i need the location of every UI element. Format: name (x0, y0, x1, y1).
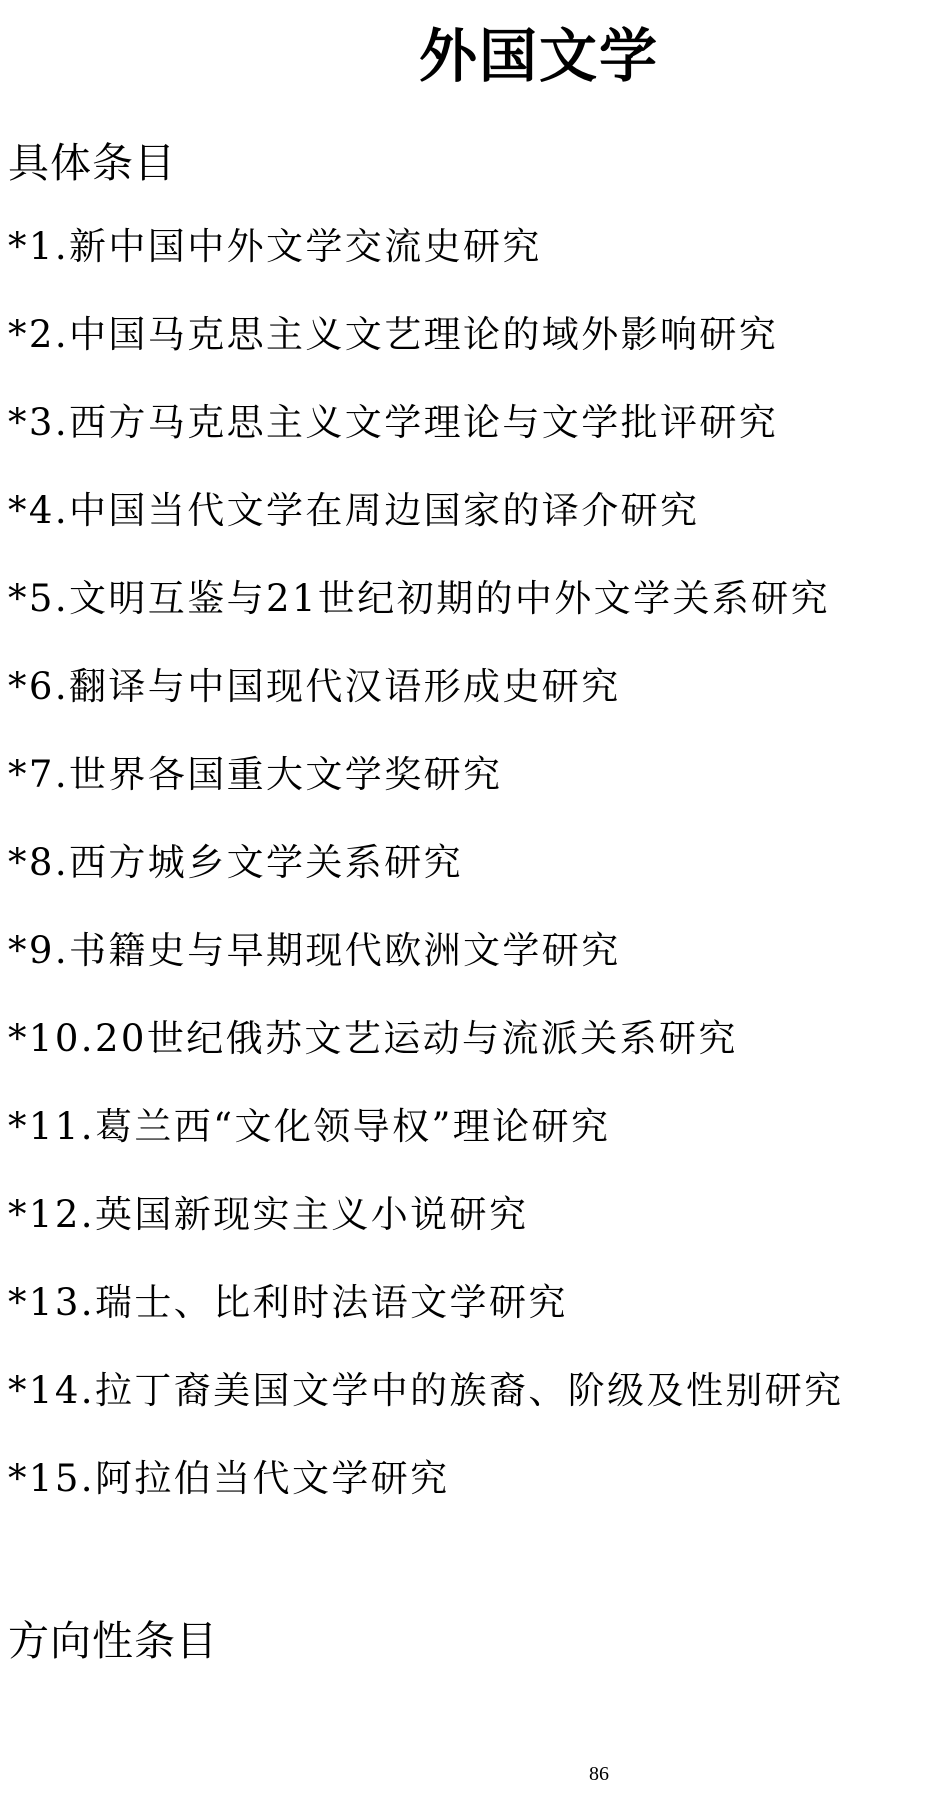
specific-topic-list (8, 222, 943, 1542)
list-item: *9.书籍史与早期现代欧洲文学研究 (8, 929, 621, 972)
page-number: 86 (589, 1763, 609, 1785)
page-title: 外国文学 (418, 22, 659, 90)
list-item: *12.英国新现实主义小说研究 (8, 1193, 529, 1236)
section-heading-specific: 具体条目 (8, 139, 176, 187)
list-item: *6.翻译与中国现代汉语形成史研究 (8, 665, 621, 708)
list-item: *15.阿拉伯当代文学研究 (8, 1457, 450, 1500)
list-item: *8.西方城乡文学关系研究 (8, 841, 464, 884)
list-item: *5.文明互鉴与21世纪初期的中外文学关系研究 (8, 577, 831, 620)
list-item: *14.拉丁裔美国文学中的族裔、阶级及性别研究 (8, 1369, 844, 1412)
list-item: *13.瑞士、比利时法语文学研究 (8, 1281, 568, 1324)
list-item: *2.中国马克思主义文艺理论的域外影响研究 (8, 313, 779, 356)
list-item: *1.新中国中外文学交流史研究 (8, 225, 542, 268)
list-item: *11.葛兰西“文化领导权”理论研究 (8, 1105, 611, 1148)
section-heading-directional: 方向性条目 (8, 1617, 218, 1665)
list-item: *4.中国当代文学在周边国家的译介研究 (8, 489, 700, 532)
list-item: *10.20世纪俄苏文艺运动与流派关系研究 (8, 1017, 738, 1060)
list-item: *7.世界各国重大文学奖研究 (8, 753, 503, 796)
list-item: *3.西方马克思主义文学理论与文学批评研究 (8, 401, 779, 444)
